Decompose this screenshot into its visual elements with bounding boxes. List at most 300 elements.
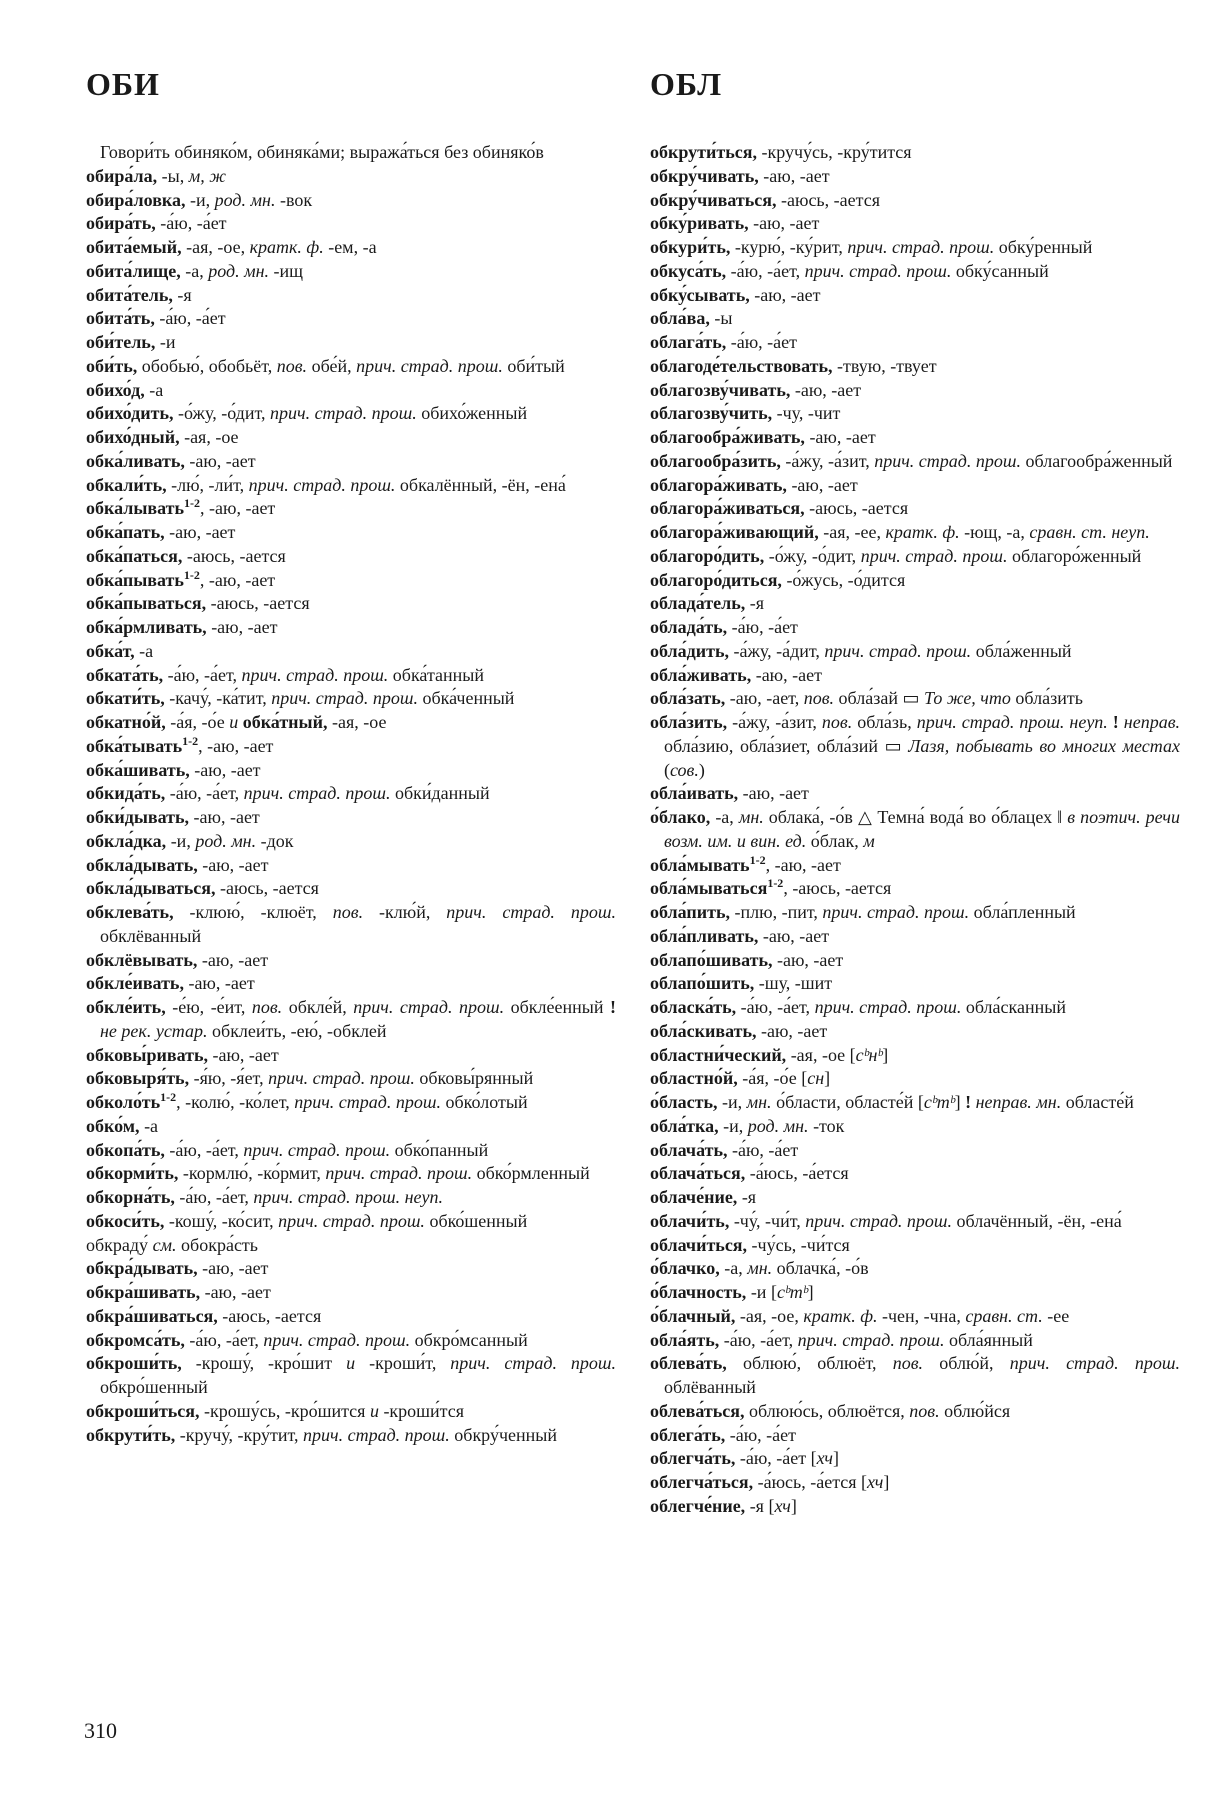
dictionary-entry — [650, 450, 1180, 474]
headword: облагозву́чивать, — [650, 379, 791, 400]
headword: обки́дывать, — [86, 807, 190, 827]
entry-text: обко́шенный — [424, 1210, 528, 1231]
entry-text: -и, — [185, 189, 215, 210]
headword: обласка́ть, — [650, 997, 737, 1017]
running-head-left: ОБИ — [86, 66, 160, 102]
entry-text: -чу, -чит — [772, 403, 841, 424]
grammar-note: прич. страд. прош. — [1009, 1353, 1180, 1374]
headword: облада́ть, — [650, 617, 728, 637]
headword: обкроши́ть, — [86, 1353, 182, 1374]
grammar-note: сравн. ст. — [965, 1305, 1043, 1326]
dictionary-entry — [86, 1257, 616, 1281]
entry-text: -аю, -ает — [183, 973, 255, 994]
dictionary-entry — [650, 1495, 1180, 1519]
entry-text: -аюсь, -ается — [217, 1305, 322, 1326]
grammar-note: род. мн. — [208, 260, 270, 281]
entry-text: ( — [664, 759, 670, 780]
entry-text: -ищ — [269, 260, 304, 281]
dictionary-entry — [650, 1281, 1180, 1305]
grammar-note: прич. страд. прош. — [278, 1210, 425, 1231]
headword: обка́пывать — [86, 569, 184, 590]
dictionary-entry — [650, 331, 1180, 355]
entry-text: -а́жу, -а́зит, — [727, 712, 822, 732]
entry-text: ] — [790, 1495, 797, 1516]
grammar-note: пов. — [909, 1400, 940, 1421]
dictionary-entry — [86, 687, 616, 711]
headword: обкрути́ть, — [86, 1424, 176, 1445]
headword: обла́пить, — [650, 902, 731, 922]
entry-text: -ая, -ое, — [735, 1305, 804, 1326]
dictionary-entry — [650, 1210, 1180, 1234]
dictionary-entry — [86, 189, 616, 213]
entry-text: -аю, -ает — [804, 427, 876, 447]
headword: обла́живать, — [650, 664, 752, 685]
grammar-note: кратк. ф. — [803, 1305, 878, 1326]
dictionary-entry — [650, 236, 1180, 260]
headword: обкида́ть, — [86, 783, 166, 804]
dictionary-entry — [650, 1400, 1180, 1424]
entry-text: -аю, -ает, — [725, 688, 804, 709]
dictionary-entry — [86, 782, 616, 806]
grammar-note: сов. — [670, 759, 699, 780]
grammar-note: и — [229, 712, 239, 732]
dictionary-entry — [650, 1186, 1180, 1210]
entry-text: обкле́й, — [282, 997, 354, 1017]
entry-text: обкалённый, -ён, -ена́ — [395, 474, 566, 495]
entry-text: -а́жу, -а́зит, — [780, 450, 875, 471]
grammar-note: род. мн. — [214, 189, 276, 210]
headword: о́блако, — [650, 807, 711, 827]
headword: обкрути́ться, — [650, 142, 757, 162]
entry-text: -аю, -ает — [189, 759, 261, 780]
entry-text: облюю́сь, облюётся, — [744, 1400, 910, 1421]
dictionary-entry — [86, 1329, 616, 1353]
headword: обкла́дка, — [86, 830, 167, 851]
entry-text: обла́сканный — [961, 997, 1066, 1017]
entry-text: обкле́енный — [504, 997, 611, 1017]
entry-text: ] — [883, 1472, 890, 1492]
dictionary-entry — [650, 379, 1180, 403]
entry-text: обла́зай ▭ — [834, 688, 924, 709]
dictionary-entry — [650, 1257, 1180, 1281]
entry-text: -курю́, -ку́рит, — [730, 237, 848, 257]
entry-text: -о́жусь, -о́дится — [781, 569, 906, 590]
entry-text: -а́ю, -а́ет, — [165, 783, 244, 804]
entry-text: облагоро́женный — [1007, 545, 1142, 566]
headword: обкали́ть, — [86, 474, 167, 495]
dictionary-entry — [86, 1352, 616, 1400]
dictionary-entry — [86, 759, 616, 783]
grammar-note: кратк. ф. — [249, 237, 324, 257]
headword: обка́тывать — [86, 735, 183, 756]
entry-text: -твую, -твует — [832, 355, 937, 376]
grammar-note: пов. — [276, 355, 308, 376]
headword: обклева́ть, — [86, 902, 174, 922]
entry-text: обкраду́ — [86, 1234, 153, 1255]
headword: обка́паться, — [86, 545, 183, 566]
dictionary-entry — [86, 260, 616, 284]
headword: облегче́ние, — [650, 1495, 746, 1516]
entry-text: -и — [155, 332, 176, 352]
entry-text: обко́лотый — [441, 1092, 528, 1112]
headword: обихо́д, — [86, 379, 145, 400]
homonym-index: 1-2 — [184, 496, 201, 511]
grammar-note: Лазя, побывать во многих местах — [908, 735, 1180, 756]
headword: обкопа́ть, — [86, 1139, 165, 1160]
headword: обкла́дываться, — [86, 878, 216, 899]
headword: облача́ться, — [650, 1163, 746, 1184]
dictionary-entry — [86, 545, 616, 569]
entry-text: обку́ренный — [994, 237, 1093, 257]
entry-text: обкро́шенный — [100, 1377, 208, 1397]
dictionary-entry — [86, 1400, 616, 1424]
grammar-note: и — [369, 1400, 379, 1421]
entry-text: -а, — [710, 807, 739, 827]
headword: ! — [610, 997, 617, 1017]
headword: облапо́шить, — [650, 973, 755, 994]
dictionary-entry — [86, 972, 616, 996]
entry-text: -и, — [166, 830, 196, 851]
dictionary-entry — [86, 854, 616, 878]
dictionary-entry — [650, 592, 1180, 616]
entry-text: -а́ю, -а́ет — [726, 332, 797, 352]
entry-text: ] — [832, 1448, 839, 1469]
entry-text: -шу, -шит — [754, 973, 833, 994]
headword: облагоде́тельствовать, — [650, 355, 833, 376]
entry-text: -а́ю, -а́ет, — [184, 1329, 264, 1350]
headword: облапо́шивать, — [650, 949, 773, 970]
headword: оби́тель, — [86, 332, 156, 352]
entry-text: -а́ю, -а́ет, — [174, 1187, 254, 1207]
dictionary-entry — [650, 901, 1180, 925]
grammar-note: род. мн. — [747, 1115, 809, 1136]
dictionary-entry — [650, 426, 1180, 450]
headword: обка́пать, — [86, 522, 165, 542]
dictionary-entry — [86, 307, 616, 331]
entry-text: облачённый, -ён, -ена́ — [952, 1210, 1122, 1231]
entry-text: -ая, -ое — [179, 427, 239, 447]
entry-text: обе́й, — [307, 355, 357, 376]
entry-text: обклеи́ть, -ею́, -обклей — [207, 1020, 387, 1041]
entry-text: обклёванный — [100, 925, 202, 946]
homonym-index: 1-2 — [183, 567, 200, 582]
dictionary-entry — [650, 996, 1180, 1020]
entry-text: -а́ю, -а́ет, — [163, 664, 242, 685]
grammar-note: прич. страд. прош. — [248, 474, 396, 495]
grammar-note: прич. страд. прош. — [860, 545, 1008, 566]
grammar-note: неправ. мн. — [971, 1092, 1062, 1112]
dictionary-entry — [650, 212, 1180, 236]
entry-text: -а, — [719, 1258, 748, 1279]
headword: облагоро́диться, — [650, 569, 782, 590]
headword: обкра́дывать, — [86, 1258, 198, 1279]
headword: обкле́ивать, — [86, 973, 184, 994]
entry-text: -кручу́сь, -кру́тится — [756, 142, 912, 162]
dictionary-entry — [86, 1115, 616, 1139]
entry-text: , -колю́, -ко́лет, — [176, 1092, 295, 1112]
entry-text: обка́танный — [388, 664, 485, 685]
headword: о́блачный, — [650, 1305, 736, 1326]
dictionary-entry — [86, 949, 616, 973]
headword: обкуса́ть, — [650, 260, 727, 281]
dictionary-entry — [650, 402, 1180, 426]
entry-text: -а — [139, 1115, 159, 1136]
grammar-note: прич. страд. прош. неуп. — [253, 1187, 444, 1207]
dictionary-entry — [86, 569, 616, 593]
dictionary-entry — [650, 165, 1180, 189]
dictionary-entry — [86, 1305, 616, 1329]
grammar-note: прич. страд. прош. — [356, 355, 503, 376]
entry-text: о́бласти, областе́й [ — [771, 1092, 924, 1112]
entry-text: ] — [824, 1068, 831, 1089]
homonym-index: 1-2 — [767, 876, 784, 891]
entry-text: -аюсь, -ается — [804, 498, 909, 519]
dictionary-entry — [650, 355, 1180, 379]
entry-text: -аю, -ает — [758, 925, 830, 946]
grammar-note: и — [346, 1353, 356, 1374]
dictionary-entry — [86, 474, 616, 498]
headword: обла́тка, — [650, 1115, 719, 1136]
grammar-note: прич. страд. прош. — [263, 1329, 411, 1350]
homonym-index: 1-2 — [182, 733, 199, 748]
headword: обкоси́ть, — [86, 1210, 165, 1231]
dictionary-entry — [650, 1424, 1180, 1448]
grammar-note: прич. страд. прош. — [353, 997, 505, 1017]
dictionary-entry — [650, 640, 1180, 664]
headword: обкра́шиваться, — [86, 1305, 218, 1326]
grammar-note: пов. — [803, 688, 835, 709]
grammar-note: прич. страд. прош. — [294, 1092, 441, 1112]
entry-text: оби́тый — [502, 355, 565, 376]
headword: обколо́ть — [86, 1092, 161, 1112]
entry-text: -кручу́, -кру́тит, — [175, 1424, 303, 1445]
headword: облагоро́дить, — [650, 545, 765, 566]
headword: обка́лывать — [86, 498, 185, 519]
entry-text: обла́женный — [971, 640, 1072, 661]
grammar-note: мн. — [738, 807, 764, 827]
entry-text: -а́ю, -а́ет — [727, 1139, 799, 1160]
entry-text: -о́жу, -о́дит, — [173, 403, 270, 424]
entry-text: -аю, -ает — [189, 807, 260, 827]
entry-text: обкро́мсанный — [410, 1329, 528, 1350]
dictionary-entry — [86, 806, 616, 830]
grammar-note: м, ж — [188, 165, 226, 186]
running-head-right: ОБЛ — [650, 66, 723, 102]
headword: обита́емый, — [86, 237, 182, 257]
entry-text: -ая, -ое — [327, 712, 387, 732]
headword: обла́ять, — [650, 1329, 720, 1350]
entry-text: облагообра́женный — [1021, 450, 1173, 471]
entry-text: -ы — [709, 308, 733, 329]
grammar-note: прич. страд. прош. неуп. — [916, 712, 1108, 732]
headword: обла́зить, — [650, 712, 728, 732]
headword: облагозву́чить, — [650, 403, 773, 424]
grammar-note: кратк. ф. — [885, 522, 960, 542]
headword: обкорна́ть, — [86, 1187, 175, 1207]
entry-text: -док — [256, 830, 294, 851]
headword: обку́ривать, — [650, 213, 749, 234]
entry-text: , -аюсь, -ается — [783, 878, 892, 899]
entry-text: -о́жу, -о́дит, — [764, 545, 861, 566]
grammar-note: прич. страд. прош. — [446, 902, 616, 922]
headword: областно́й, — [650, 1068, 738, 1089]
right-column — [650, 141, 1180, 1519]
entry-text: , -аю, -ает — [199, 569, 276, 590]
grammar-note: не рек. устар. — [100, 1020, 208, 1041]
dictionary-entry — [650, 260, 1180, 284]
grammar-note: сн — [807, 1068, 825, 1089]
entry-text: -аю, -ает — [751, 664, 822, 685]
dictionary-entry — [650, 284, 1180, 308]
dictionary-entry — [86, 1186, 616, 1210]
headword: облачи́ться, — [650, 1234, 748, 1255]
entry-text: -ток — [808, 1115, 845, 1136]
dictionary-entry — [650, 806, 1180, 854]
entry-text: -аю, -ает — [756, 1020, 828, 1041]
entry-text: -аю, -ает — [206, 617, 278, 637]
entry-text: -и, — [718, 1115, 748, 1136]
headword: оби́ть, — [86, 355, 138, 376]
entry-text: обку́санный — [951, 260, 1049, 281]
dictionary-entry — [650, 1044, 1180, 1068]
grammar-note: пов. — [251, 997, 283, 1017]
entry-text: -аю, -ает — [184, 450, 256, 471]
grammar-note: прич. страд. прош. — [243, 1139, 391, 1160]
headword: облагора́живающий, — [650, 522, 819, 542]
dictionary-entry — [86, 355, 616, 379]
entry-text: -а́юсь, -а́ется — [745, 1163, 849, 1184]
entry-text: -клюю́, -клюёт, — [173, 902, 333, 922]
headword: обкру́чивать, — [650, 165, 759, 186]
entry-text: -а́ю, -а́ет, — [736, 997, 815, 1017]
headword: обира́ла, — [86, 165, 158, 186]
entry-text: обихо́женный — [416, 403, 528, 424]
headword: обкати́ть, — [86, 688, 165, 709]
dictionary-entry — [86, 592, 616, 616]
entry-text: -е́ю, -е́ит, — [165, 997, 252, 1017]
entry-text: -аю, -ает — [748, 213, 820, 234]
headword: обла́ва, — [650, 308, 710, 329]
headword: облагора́живаться, — [650, 498, 805, 519]
headword: обкра́шивать, — [86, 1282, 201, 1302]
headword: о́бласть, — [650, 1092, 718, 1112]
entry-text: ) — [698, 759, 705, 780]
grammar-note: м — [863, 830, 875, 851]
grammar-note: прич. страд. прош. — [814, 997, 962, 1017]
entry-text: -а — [134, 640, 154, 661]
headword: о́блачность, — [650, 1282, 747, 1302]
grammar-note: хч — [774, 1495, 791, 1516]
grammar-note: см. — [152, 1234, 177, 1255]
headword: обката́ть, — [86, 664, 164, 685]
grammar-note: прич. страд. прош. — [303, 1424, 450, 1445]
dictionary-entry — [650, 307, 1180, 331]
dictionary-entry — [650, 687, 1180, 711]
headword: обкле́ить, — [86, 997, 166, 1017]
entry-text: -а́юсь, -а́ется [ — [753, 1472, 868, 1492]
entry-text: -и, — [717, 1092, 747, 1112]
entry-text: обка́ченный — [418, 688, 515, 709]
grammar-note: прич. страд. прош. — [797, 1329, 945, 1350]
entry-text: обла́янный — [944, 1329, 1033, 1350]
entry-text: -я — [745, 593, 765, 614]
entry-text: -а́ю, -а́ет — [727, 617, 798, 637]
grammar-note: прич. страд. прош. — [824, 640, 972, 661]
entry-text: -ее — [1042, 1305, 1070, 1326]
entry-text: -качу́, -ка́тит, — [164, 688, 272, 709]
grammar-note: прич. страд. прош. — [325, 1163, 473, 1184]
headword: облева́ть, — [650, 1353, 727, 1374]
grammar-note: прич. страд. прош. — [268, 1068, 415, 1089]
headword: обла́мывать — [650, 854, 750, 875]
dictionary-entry — [86, 521, 616, 545]
grammar-note: прич. страд. прош. — [805, 1210, 953, 1231]
headword: облага́ть, — [650, 332, 727, 352]
grammar-note: хч — [816, 1448, 833, 1469]
entry-text: -чу́сь, -чи́тся — [747, 1234, 850, 1255]
dictionary-entry — [650, 1139, 1180, 1163]
dictionary-entry — [86, 141, 616, 165]
headword: обкорми́ть, — [86, 1163, 179, 1184]
entry-text: -а́ю, -а́ет — [154, 308, 226, 329]
headword: обка́рмливать, — [86, 617, 207, 637]
dictionary-entry — [650, 616, 1180, 640]
entry-text: -я [ — [745, 1495, 775, 1516]
entry-text: -чен, -чна, — [877, 1305, 966, 1326]
entry-text: ] — [954, 1092, 966, 1112]
dictionary-entry — [650, 1471, 1180, 1495]
dictionary-entry — [86, 616, 616, 640]
grammar-note: хч — [867, 1472, 884, 1492]
dictionary-entry — [86, 1044, 616, 1068]
dictionary-entry — [86, 426, 616, 450]
entry-text: обко́рмленный — [472, 1163, 590, 1184]
entry-text: -аю, -ает — [738, 783, 809, 804]
headword: обка́пываться, — [86, 593, 207, 614]
entry-text: -ая, -ое, — [181, 237, 250, 257]
entry-text: обла́пленный — [969, 902, 1076, 922]
entry-text: -а́ю, -а́ет, — [726, 260, 805, 281]
grammar-note: прич. страд. прош. — [874, 450, 1021, 471]
entry-text: -аюсь, -ается — [776, 189, 880, 210]
entry-text: -а, — [180, 260, 209, 281]
dictionary-entry — [650, 497, 1180, 521]
dictionary-entry — [86, 1234, 616, 1258]
dictionary-entry — [650, 949, 1180, 973]
entry-text: -вок — [275, 189, 313, 210]
dictionary-entry — [650, 1352, 1180, 1400]
dictionary-entry — [650, 1329, 1180, 1353]
dictionary-entry — [86, 1210, 616, 1234]
headword: обита́тель, — [86, 284, 173, 305]
headword: обира́ть, — [86, 213, 156, 234]
headword: обкромса́ть, — [86, 1329, 185, 1350]
dictionary-entry — [86, 664, 616, 688]
headword: облева́ться, — [650, 1400, 745, 1421]
dictionary-entry — [86, 402, 616, 426]
entry-text: -аю, -ает — [772, 949, 844, 970]
headword: обита́ть, — [86, 308, 155, 329]
dictionary-entry — [86, 877, 616, 901]
headword: обкла́дывать, — [86, 854, 198, 875]
grammar-note: прич. страд. прош. — [804, 260, 952, 281]
left-column — [86, 141, 616, 1447]
dictionary-entry — [86, 165, 616, 189]
entry-text: Говори́ть обиняко́м, обиняка́ми; выража́ться без обиняко́в — [100, 142, 544, 162]
headword: о́блачко, — [650, 1258, 720, 1279]
dictionary-entry — [650, 474, 1180, 498]
entry-text: -а́ю, -а́ет — [725, 1424, 796, 1445]
